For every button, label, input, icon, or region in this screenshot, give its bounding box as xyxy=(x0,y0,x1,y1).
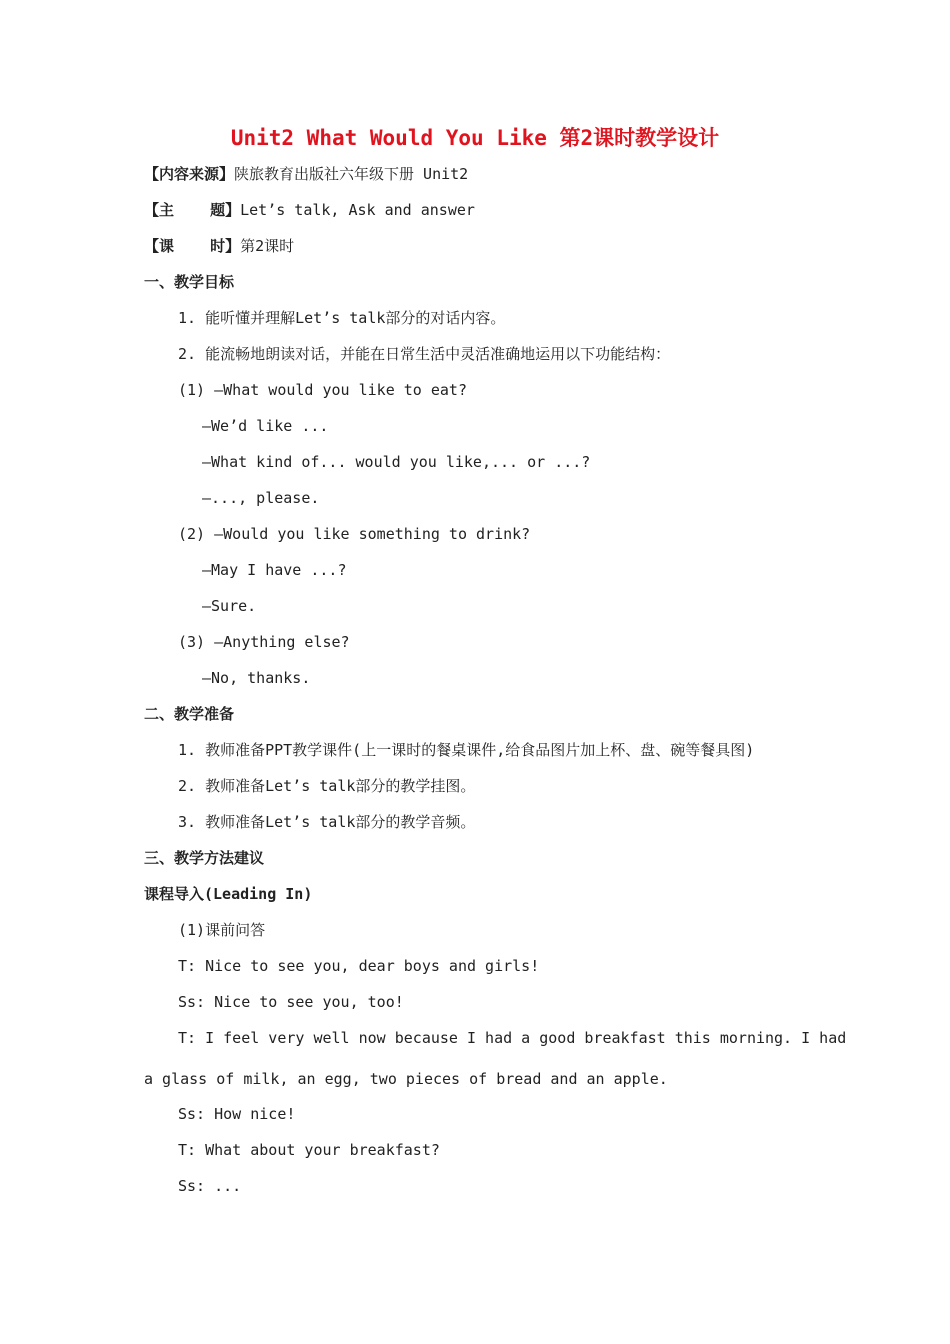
structure-line: —We’d like ... xyxy=(202,417,329,435)
meta-source-label: 【内容来源】 xyxy=(144,165,235,183)
structure-line: (3) —Anything else? xyxy=(178,633,350,651)
meta-period-label: 【课 时】 xyxy=(144,237,241,255)
meta-period-value: 第2课时 xyxy=(240,237,295,255)
meta-topic xyxy=(144,200,475,220)
objective-item: 2. 能流畅地朗读对话，并能在日常生活中灵活准确地运用以下功能结构： xyxy=(178,345,671,363)
preparation-item: 2. 教师准备Let’s talk部分的教学挂图。 xyxy=(178,777,476,795)
section-heading-preparation: 二、教学准备 xyxy=(144,705,235,723)
dialogue-line: Ss: How nice! xyxy=(178,1105,296,1123)
structure-line: (2) —Would you like something to drink? xyxy=(178,525,531,543)
preparation-item: 3. 教师准备Let’s talk部分的教学音频。 xyxy=(178,813,476,831)
meta-topic-label: 【主 题】 xyxy=(144,201,241,219)
section-heading-methods: 三、教学方法建议 xyxy=(144,849,265,867)
meta-source-value: 陕旅教育出版社六年级下册 Unit2 xyxy=(234,165,469,183)
section-heading-objectives: 一、教学目标 xyxy=(144,273,235,291)
document-title: Unit2 What Would You Like 第2课时教学设计 xyxy=(230,126,720,150)
dialogue-line: T: I feel very well now because I had a good breakfast this morning. I had xyxy=(178,1029,847,1047)
structure-line: —May I have ...? xyxy=(202,561,347,579)
structure-line: (1) —What would you like to eat? xyxy=(178,381,467,399)
preparation-item: 1. 教师准备PPT教学课件(上一课时的餐桌课件,给食品图片加上杯、盘、碗等餐具图) xyxy=(178,741,755,759)
subheading-leading-in: 课程导入(Leading In) xyxy=(144,885,313,903)
dialogue-line: T: What about your breakfast? xyxy=(178,1141,440,1159)
structure-line: —What kind of... would you like,... or ...? xyxy=(202,453,591,471)
structure-line: —..., please. xyxy=(202,489,320,507)
meta-source xyxy=(144,164,468,184)
meta-period xyxy=(144,236,294,256)
structure-line: —No, thanks. xyxy=(202,669,311,687)
structure-line: —Sure. xyxy=(202,597,257,615)
meta-topic-value: Let’s talk, Ask and answer xyxy=(240,201,475,219)
dialogue-line: Ss: Nice to see you, too! xyxy=(178,993,404,1011)
paragraph-line: (1)课前问答 xyxy=(178,921,266,939)
dialogue-line: Ss: ... xyxy=(178,1177,242,1195)
dialogue-line: a glass of milk, an egg, two pieces of bread and an apple. xyxy=(144,1070,668,1088)
objective-item: 1. 能听懂并理解Let’s talk部分的对话内容。 xyxy=(178,309,506,327)
dialogue-line: T: Nice to see you, dear boys and girls! xyxy=(178,957,540,975)
